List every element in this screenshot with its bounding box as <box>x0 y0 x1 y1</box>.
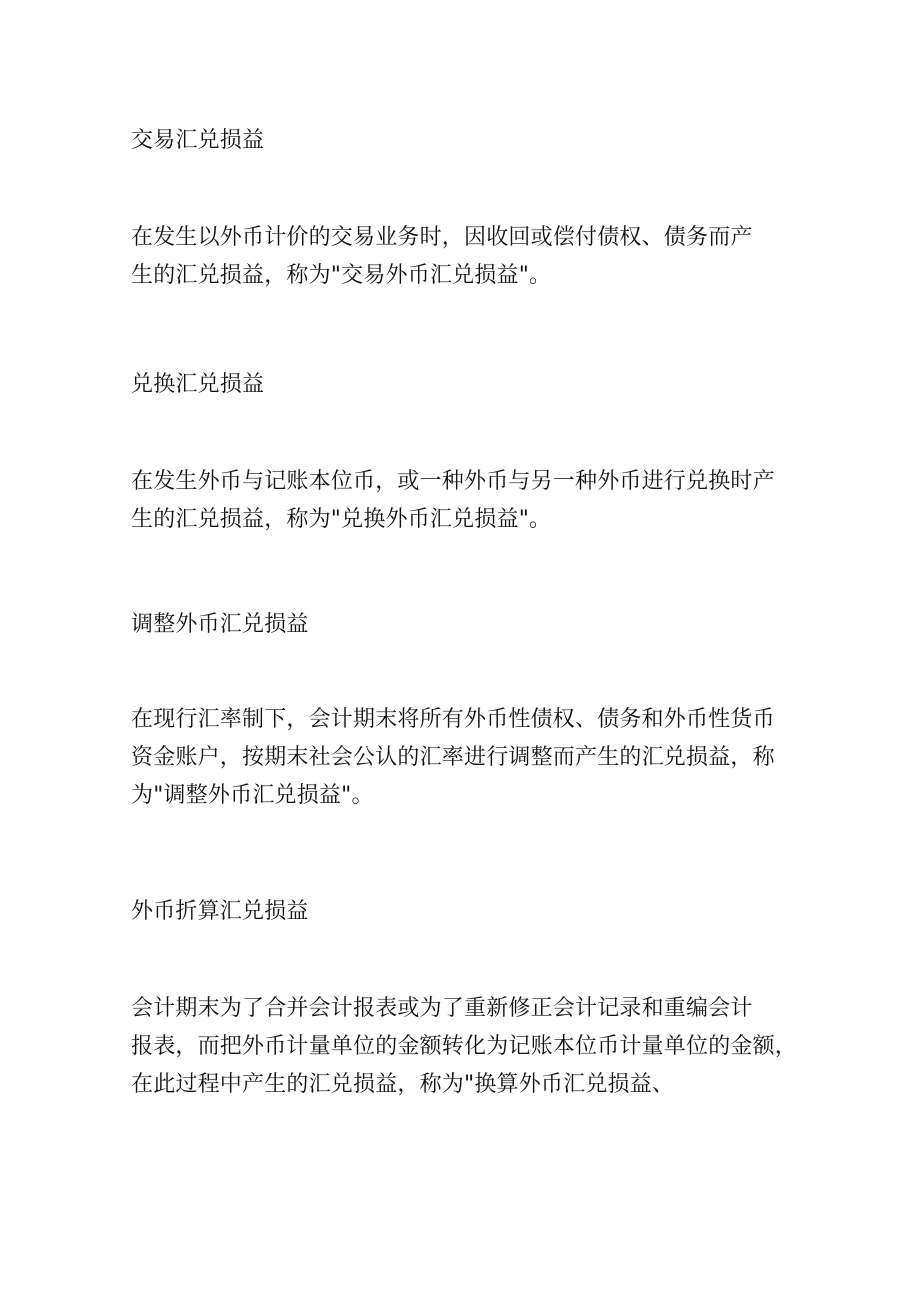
section-heading-exchange <box>131 366 811 404</box>
paragraph-line: 会计期末为了合并会计报表或为了重新修正会计记录和重编会计 <box>131 996 753 1021</box>
paragraph-line: 在发生外币与记账本位币，或一种外币与另一种外币进行兑换时产 <box>131 469 775 494</box>
section-paragraph-transaction <box>131 219 811 295</box>
paragraph-line: 资金账户，按期末社会公认的汇率进行调整而产生的汇兑损益，称 <box>131 745 775 770</box>
paragraph-line: 在此过程中产生的汇兑损益，称为"换算外币汇兑损益、 <box>131 1072 675 1097</box>
paragraph-line: 在发生以外币计价的交易业务时，因收回或偿付债权、债务而产 <box>131 225 753 250</box>
paragraph-line: 在现行汇率制下，会计期末将所有外币性债权、债务和外币性货币 <box>131 707 775 732</box>
heading-text: 兑换汇兑损益 <box>131 372 265 397</box>
section-paragraph-exchange <box>131 463 811 539</box>
section-heading-transaction <box>131 122 811 160</box>
paragraph-line: 为"调整外币汇兑损益"。 <box>131 783 374 808</box>
paragraph-line: 报表，而把外币计量单位的金额转化为记账本位币计量单位的金额， <box>131 1034 798 1059</box>
paragraph-line: 生的汇兑损益，称为"兑换外币汇兑损益"。 <box>131 507 552 532</box>
section-heading-translation <box>131 893 811 931</box>
section-heading-adjustment <box>131 606 811 644</box>
section-paragraph-adjustment <box>131 701 811 815</box>
paragraph-line: 生的汇兑损益，称为"交易外币汇兑损益"。 <box>131 263 552 288</box>
heading-text: 外币折算汇兑损益 <box>131 899 309 924</box>
section-paragraph-translation <box>131 990 811 1104</box>
heading-text: 调整外币汇兑损益 <box>131 612 309 637</box>
heading-text: 交易汇兑损益 <box>131 128 265 153</box>
